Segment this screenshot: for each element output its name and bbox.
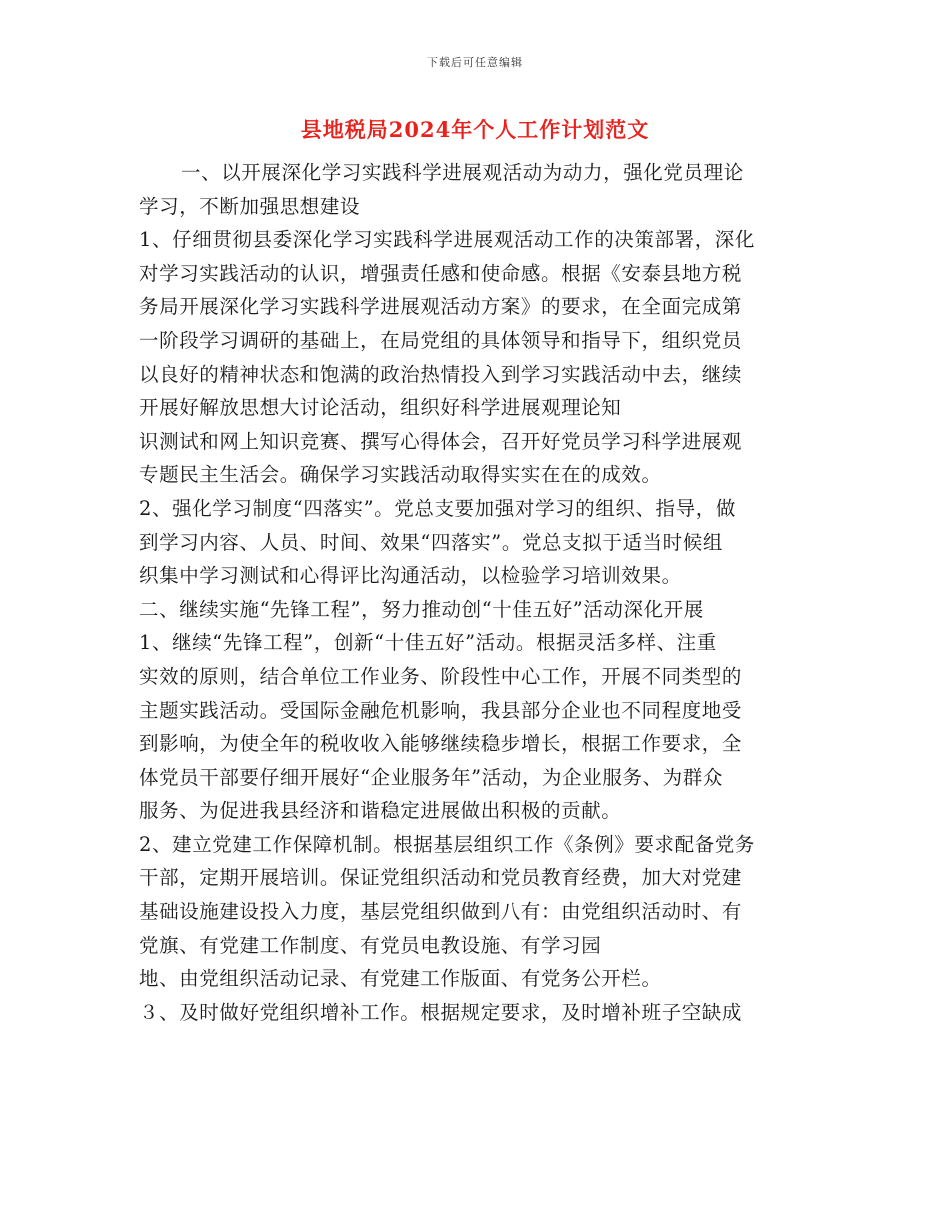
document-body: [139, 156, 819, 1029]
paragraph-line: 2、强化学习制度“四落实”。党总支要加强对学习的组织、指导，做: [139, 496, 736, 520]
header-note: 下载后可任意编辑: [427, 56, 523, 69]
paragraph-line: 实效的原则，结合单位工作业务、阶段性中心工作，开展不同类型的: [139, 664, 743, 688]
paragraph-line: 开展好解放思想大讨论活动，组织好科学进展观理论知: [139, 396, 622, 420]
document-title: 县地税局2024年个人工作计划范文: [300, 117, 650, 142]
paragraph-line: 织集中学习测试和心得评比沟通活动，以检验学习培训效果。: [139, 564, 682, 588]
paragraph-line: ３、及时做好党组织增补工作。根据规定要求，及时增补班子空缺成: [139, 1000, 743, 1024]
paragraph-line: 体党员干部要仔细开展好“企业服务年”活动，为企业服务、为群众: [139, 765, 723, 789]
paragraph-line: 到学习内容、人员、时间、效果“四落实”。党总支拟于适当时候组: [139, 530, 723, 554]
paragraph-line: 识测试和网上知识竞赛、撰写心得体会，召开好党员学习科学进展观: [139, 429, 743, 453]
paragraph-line: 务局开展深化学习实践科学进展观活动方案》的要求，在全面完成第: [139, 295, 743, 319]
paragraph-line: 以良好的精神状态和饱满的政治热情投入到学习实践活动中去，继续: [139, 362, 743, 386]
paragraph-line: 地、由党组织活动记录、有党建工作版面、有党务公开栏。: [139, 967, 662, 991]
section-heading-1-cont: 学习，不断加强思想建设: [139, 194, 361, 218]
paragraph-line: 专题民主生活会。确保学习实践活动取得实实在在的成效。: [139, 463, 662, 487]
paragraph-line: 1、仔细贯彻县委深化学习实践科学进展观活动工作的决策部署，深化: [139, 228, 756, 252]
paragraph-line: 对学习实践活动的认识，增强责任感和使命感。根据《安泰县地方税: [139, 261, 743, 285]
paragraph-line: 1、继续“先锋工程”，创新“十佳五好”活动。根据灵活多样、注重: [139, 631, 717, 655]
section-heading-1: 一、以开展深化学习实践科学进展观活动为动力，强化党员理论: [181, 161, 744, 184]
paragraph-line: 主题实践活动。受国际金融危机影响，我县部分企业也不同程度地受: [139, 698, 743, 722]
paragraph-line: 干部，定期开展培训。保证党组织活动和党员教育经费，加大对党建: [139, 866, 743, 890]
paragraph-line: 服务、为促进我县经济和谐稳定进展做出积极的贡献。: [139, 799, 622, 823]
paragraph-line: 2、建立党建工作保障机制。根据基层组织工作《条例》要求配备党务: [139, 832, 756, 856]
section-heading-2: 二、继续实施“先锋工程”，努力推动创“十佳五好”活动深化开展: [139, 597, 704, 621]
paragraph-line: 党旗、有党建工作制度、有党员电教设施、有学习园: [139, 933, 602, 957]
paragraph-line: 到影响，为使全年的税收收入能够继续稳步增长，根据工作要求，全: [139, 732, 743, 756]
paragraph-line: 基础设施建设投入力度，基层党组织做到八有：由党组织活动时、有: [139, 900, 743, 924]
paragraph-line: 一阶段学习调研的基础上，在局党组的具体领导和指导下，组织党员: [139, 328, 743, 352]
